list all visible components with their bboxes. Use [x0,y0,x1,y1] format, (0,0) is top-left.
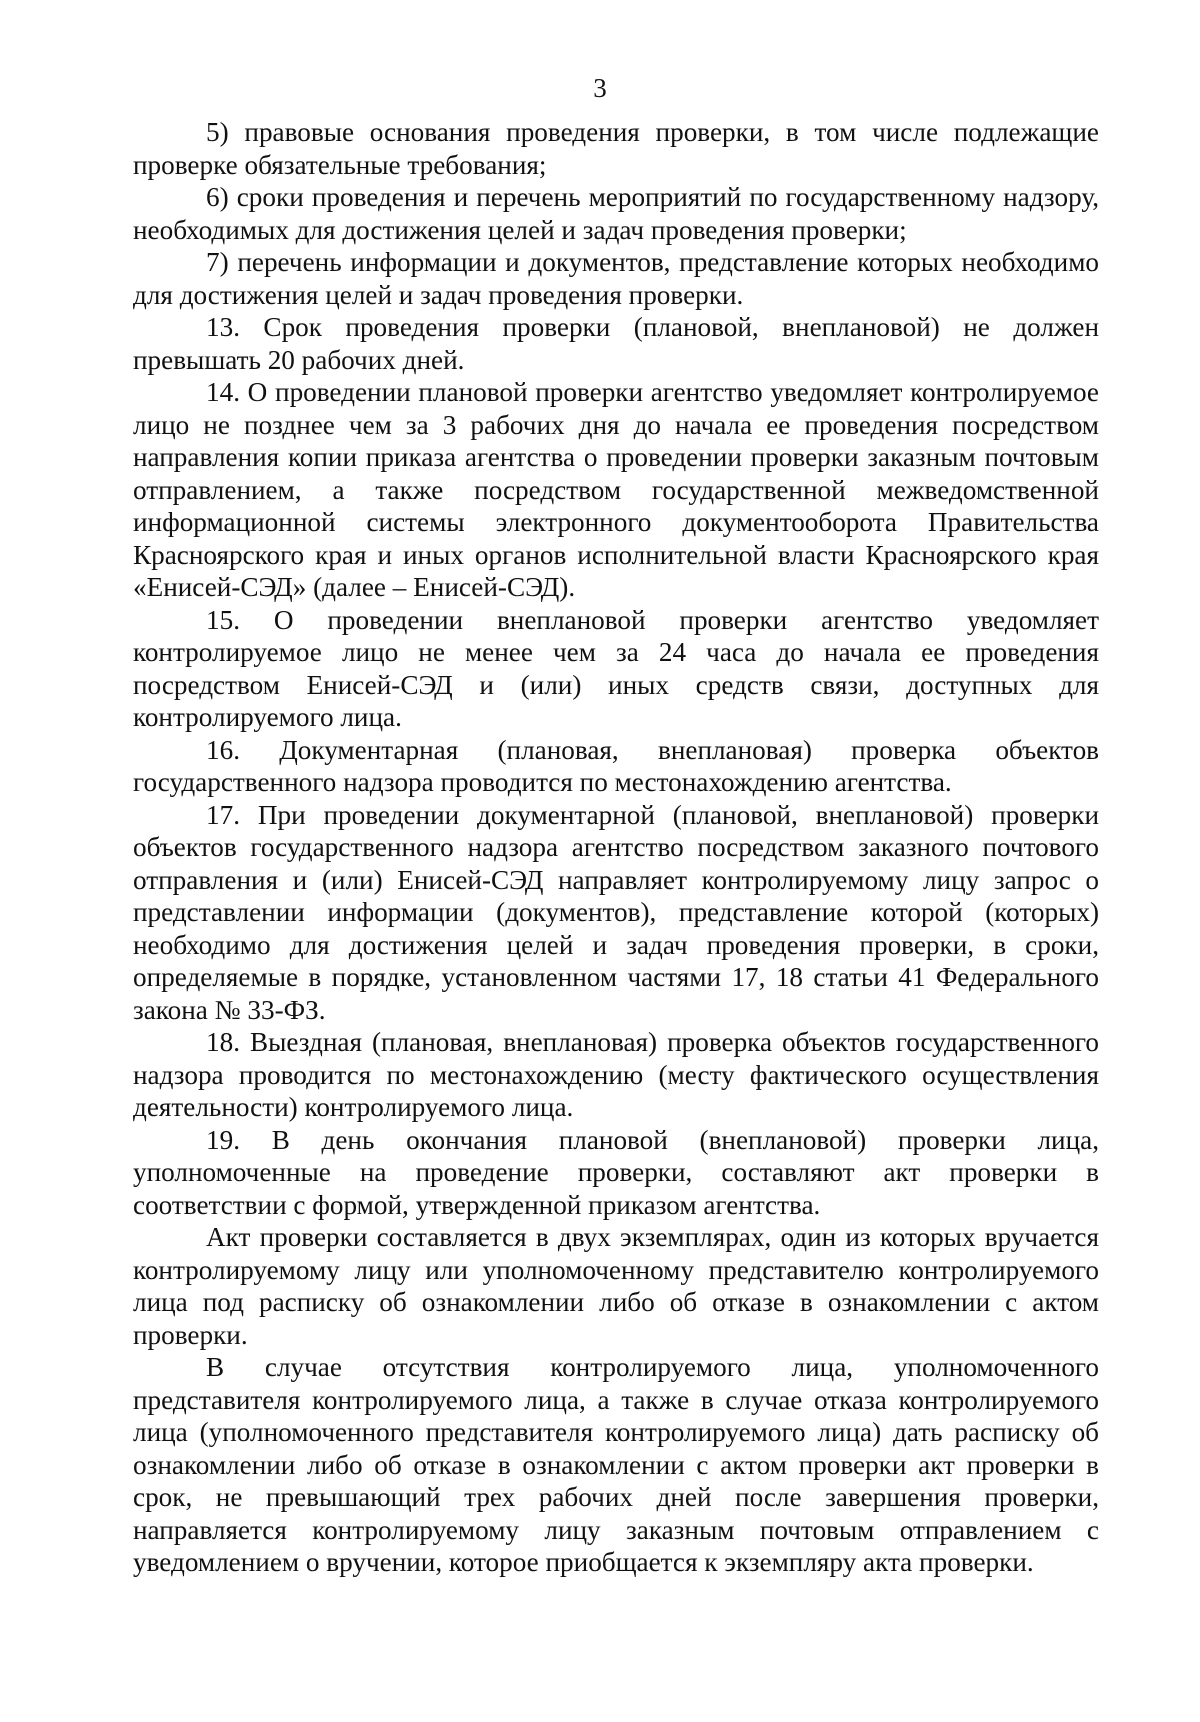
paragraph-item-5: 5) правовые основания проведения проверки, в том числе подлежащие проверке обязательные требования; [133,117,1099,180]
paragraph-19-act: Акт проверки составляется в двух экземплярах, один из которых вручается контролируемому лицу или уполномоченному представителю контролируемого лица под расписку об ознакомлении либо об отказе в ознакомлении с актом проверки. [133,1222,1099,1350]
paragraph-item-6: 6) сроки проведения и перечень мероприятий по государственному надзору, необходимых для достижения целей и задач проведения проверки; [133,182,1099,245]
paragraph-17: 17. При проведении документарной (плановой, внеплановой) проверки объектов государственного надзора агентство посредством заказного почтового отправления и (или) Енисей-СЭД направляет контролируемому лицу запрос о представлении информации (документов), представление которой (которых) необходимо для достижения целей и задач проведения проверки, в сроки, определяемые в порядке, установленном частями 17, 18 статьи 41 Федерального закона № 33-ФЗ. [133,799,1099,1025]
paragraph-16: 16. Документарная (плановая, внеплановая) проверка объектов государственного надзора проводится по местонахождению агентства. [133,734,1099,797]
page-number: 3 [593,73,607,103]
paragraph-19-absence: В случае отсутствия контролируемого лица, уполномоченного представителя контролируемого лица, а также в случае отказа контролируемого лица (уполномоченного представителя контролируемого лица) дать расписку об ознакомлении либо об отказе в ознакомлении с актом проверки акт проверки в срок, не превышающий трех рабочих дней после завершения проверки, направляется контролируемому лицу заказным почтовым отправлением с уведомлением о вручении, которое приобщается к экземпляру акта проверки. [133,1352,1099,1577]
paragraph-14: 14. О проведении плановой проверки агентство уведомляет контролируемое лицо не позднее чем за 3 рабочих дня до начала ее проведения посредством направления копии приказа агентства о проведении проверки заказным почтовым отправлением, а также посредством государственной межведомственной информационной системы электронного документооборота Правительства Красноярского края и иных органов исполнительной власти Красноярского края «Енисей-СЭД» (далее – Енисей-СЭД). [133,377,1099,602]
paragraph-18: 18. Выездная (плановая, внеплановая) проверка объектов государственного надзора проводится по местонахождению (месту фактического осуществления деятельности) контролируемого лица. [133,1027,1099,1122]
paragraph-15: 15. О проведении внеплановой проверки агентство уведомляет контролируемое лицо не менее чем за 24 часа до начала ее проведения посредством Енисей-СЭД и (или) иных средств связи, доступных для контролируемого лица. [133,604,1099,732]
document-body [133,116,1099,1579]
paragraph-item-7: 7) перечень информации и документов, представление которых необходимо для достижения целей и задач проведения проверки. [133,247,1099,310]
paragraph-19: 19. В день окончания плановой (внеплановой) проверки лица, уполномоченные на проведение проверки, составляют акт проверки в соответствии с формой, утвержденной приказом агентства. [133,1124,1099,1220]
paragraph-13: 13. Срок проведения проверки (плановой, внеплановой) не должен превышать 20 рабочих дней. [133,312,1099,375]
